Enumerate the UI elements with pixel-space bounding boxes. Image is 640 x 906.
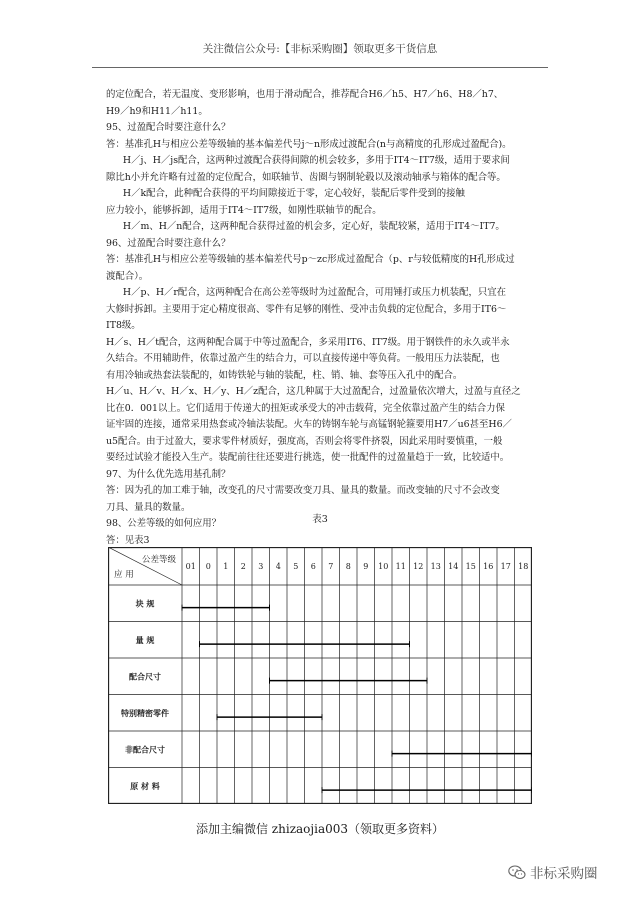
doc-line: 比在0．001以上。它们适用于传递大的扭矩或承受大的冲击载荷，完全依靠过盈产生的结合力保 xyxy=(106,402,505,414)
grade-10: 10 xyxy=(378,562,389,571)
usage-row-label: 配合尺寸 xyxy=(129,671,161,682)
watermark-text: 非标采购圈 xyxy=(530,866,598,882)
table-title: 表3 xyxy=(312,514,328,525)
doc-line: 95、过盈配合时要注意什么？ xyxy=(106,122,231,133)
grade-01: 01 xyxy=(185,562,196,571)
doc-line: 的定位配合，若无温度、变形影响，也用于滑动配合，推荐配合H6／h5、H7／h6、H8／h7、 xyxy=(106,89,504,100)
wechat-icon xyxy=(508,865,526,880)
grade-7: 7 xyxy=(328,562,334,571)
doc-line: 久结合。不用辅助件，依靠过盈产生的结合力，可以直接传递中等负荷。一般用压力法装配，也 xyxy=(106,353,500,364)
doc-line: 答：基准孔H与相应公差等级轴的基本偏差代号j～n形成过渡配合(n与高精度的孔形成过盈配合)。 xyxy=(106,138,512,150)
doc-line: H／u、H／v、H／x、H／y、H／z配合，这几种属于大过盈配合，过盈量依次增大，过盈与直径之 xyxy=(106,386,521,397)
usage-row-label: 量 规 xyxy=(135,634,155,645)
doc-line: 应力较小，能够拆卸，适用于IT4～IT7级，如刚性联轴节的配合。 xyxy=(106,204,382,216)
document-body xyxy=(106,87,551,549)
doc-line: 97、为什么优先选用基孔制？ xyxy=(106,468,231,480)
doc-line: 答：因为孔的加工难于轴，改变孔的尺寸需要改变刀具、量具的数量。而改变轴的尺寸不会改变 xyxy=(106,485,500,496)
grade-11: 11 xyxy=(395,562,406,571)
watermark xyxy=(508,862,598,882)
grade-8: 8 xyxy=(345,562,351,571)
doc-line: 大修时拆卸。主要用于定心精度很高、零件有足够的刚性、受冲击负载的定位配合，多用于IT6～ xyxy=(106,303,507,315)
doc-line: 答：基准孔H与相应公差等级轴的基本偏差代号p～zc形成过盈配合（p、r与较低精度的H孔形成过 xyxy=(106,254,515,265)
grade-16: 16 xyxy=(483,562,494,571)
doc-line: 98、公差等级的如何应用？ xyxy=(106,518,222,529)
doc-line: 答：见表3 xyxy=(106,534,150,546)
doc-line: 96、过盈配合时要注意什么？ xyxy=(106,237,231,249)
doc-line: H9／h9和H11／h11。 xyxy=(106,105,208,117)
header-divider xyxy=(92,67,548,68)
grade-6: 6 xyxy=(310,562,316,571)
doc-line: 隙比h小并允许略有过盈的定位配合，如联轴节、齿圈与钢制轮毂以及滚动轴承与箱体的配合等。 xyxy=(106,171,506,183)
grade-14: 14 xyxy=(448,562,459,571)
footer-note: 添加主编微信 zhizaojia003（领取更多资料） xyxy=(195,822,445,836)
doc-line: H／j、H／js配合，这两种过渡配合获得间隙的机会较多，多用于IT4～IT7级，适用于要求间 xyxy=(122,155,510,166)
page-header: 关注微信公众号:【非标采购圈】领取更多干货信息 xyxy=(202,43,438,55)
doc-line: 有用冷轴或热套法装配的，如铸铁轮与轴的装配，柱、销、轴、套等压入孔中的配合。 xyxy=(106,369,463,381)
doc-line: 刀具、量具的数量。 xyxy=(106,501,191,513)
doc-line: 要经过试验才能投入生产。装配前往往还要进行挑选，使一批配件的过盈量趋于一致，比较适中。 xyxy=(106,452,510,463)
grade-12: 12 xyxy=(413,562,424,571)
corner-label-usage: 应 用 xyxy=(114,570,134,580)
doc-line: u5配合。由于过盈大，要求零件材质好，强度高，否则会将零件挤裂，因此采用时要慎重，一般 xyxy=(106,435,503,447)
doc-line: H／k配合，此种配合获得的平均间隙接近于零，定心较好，装配后零件受到的接触 xyxy=(122,188,465,199)
usage-row-label: 特别精密零件 xyxy=(121,707,169,718)
doc-line: H／s、H／t配合，这两种配合属于中等过盈配合，多采用IT6、IT7级。用于钢铁件的永久或半永 xyxy=(106,336,510,348)
grade-1: 1 xyxy=(223,562,229,571)
grade-15: 15 xyxy=(465,562,476,571)
grade-2: 2 xyxy=(240,562,246,571)
grade-0: 0 xyxy=(205,562,211,571)
doc-line: IT8级。 xyxy=(106,320,141,331)
grade-3: 3 xyxy=(258,562,264,571)
doc-line: 渡配合）。 xyxy=(106,270,149,282)
grade-13: 13 xyxy=(430,562,441,571)
grade-9: 9 xyxy=(363,562,369,571)
grade-17: 17 xyxy=(500,562,511,571)
usage-row-label: 非配合尺寸 xyxy=(125,744,165,755)
grade-18: 18 xyxy=(518,562,529,571)
usage-row-label: 块 规 xyxy=(135,598,155,609)
tolerance-grade-table xyxy=(108,547,532,804)
corner-label-grade: 公差等级 xyxy=(141,555,176,565)
doc-line: H／p、H／r配合，这两种配合在高公差等级时为过盈配合，可用锤打或压力机装配，只宜在 xyxy=(122,287,506,298)
grade-5: 5 xyxy=(293,562,299,571)
usage-row-label: 原 材 料 xyxy=(130,780,160,791)
grade-4: 4 xyxy=(275,562,281,571)
doc-line: 证牢固的连接，通常采用热套或冷轴法装配。火车的铸钢车轮与高锰钢轮箍要用H7／u6甚至H6／ xyxy=(106,419,512,430)
table-border xyxy=(109,548,532,804)
doc-line: H／m、H／n配合，这两种配合获得过盈的机会多，定心好，装配较紧，适用于IT4～IT7。 xyxy=(122,221,505,232)
